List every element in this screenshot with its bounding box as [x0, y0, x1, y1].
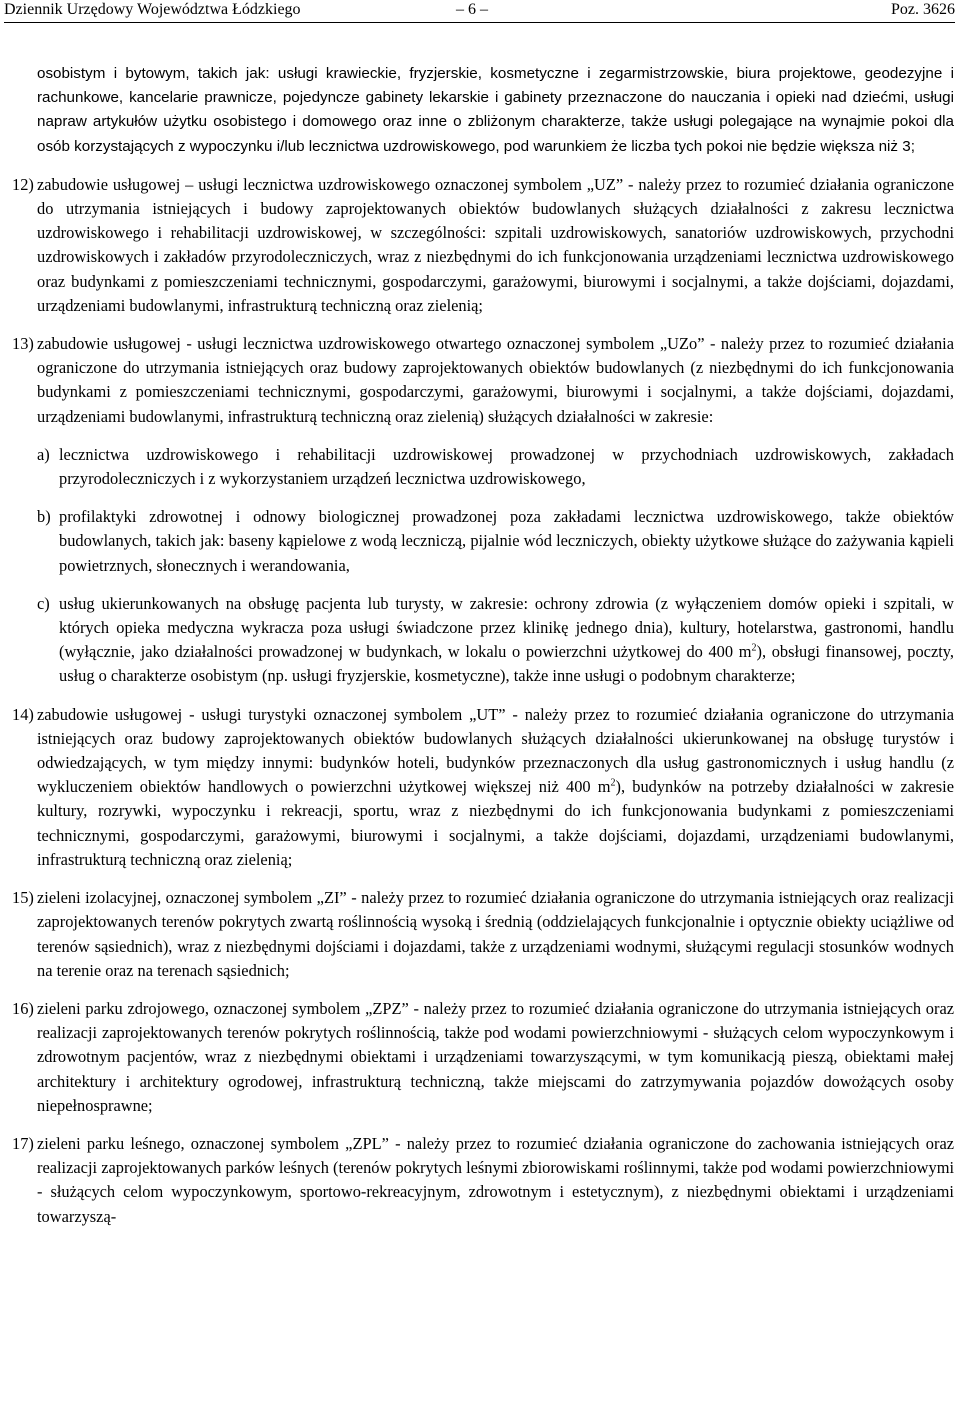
- item-text-after: ), budynków na potrzeby działalności w zakresie kultury, rozrywki, wypoczynku i rekreacji, sportu, wraz z niezbędnymi do ich funkcjonowania budynkami z pomieszczeniami technicznymi, gospodarczymi, garażowymi, biurowymi i socjalnymi, a także dojściami, dojazdami, urządzeniami budowlanymi, infrastrukturą techniczną oraz zielenią;: [37, 777, 955, 869]
- sub-item-text-after: ), obsługi finansowej, poczty, usług o charakterze osobistym (np. usługi fryzjerskie, kosmetyczne), także inne usługi o podobnym charakterze;: [59, 642, 954, 686]
- superscript: 2: [751, 642, 757, 654]
- item-number: 13): [12, 334, 34, 354]
- item-text-before: zabudowie usługowej - usługi turystyki oznaczonej symbolem „UT” - należy przez to rozumieć działania ograniczone do utrzymania istniejących oraz budowy zaprojektowanych obiektów budowlanych służących działalności ukierunkowanej na obsługę turystów i odwiedzających, w tym między innymi: budynków hoteli, budynków przeznaczonych dla usług gastronomicznych i usług handlu (z wykluczeniem obiektów handlowych o powierzchni użytkowej większej niż 400 m: [37, 704, 954, 797]
- superscript: 2: [610, 777, 616, 789]
- position-number: Poz. 3626: [891, 1, 955, 18]
- item-number: 15): [12, 888, 34, 908]
- item-number: 14): [12, 704, 34, 724]
- definition-item-12: [12, 173, 954, 318]
- item-number: 17): [12, 1133, 34, 1153]
- item-text: zieleni parku zdrojowego, oznaczonej symbolem „ZPZ” - należy przez to rozumieć działania ograniczone do utrzymania istniejących oraz realizacji zaprojektowanych terenów pokrytych roślinnością, także pod wodami powierzchniowymi - służących celom wypoczynkowym i zdrowotnym pacjentów, wraz z niezbędnymi obiektami i urządzeniami towarzyszącymi, w tym komunikacją pieszą, obiektami małej architektury i architektury ogrodowej, infrastrukturą techniczną, także miejscami do zatrzymywania pojazdów dowożących osoby niepełnosprawne;: [37, 998, 954, 1115]
- document-body: [12, 62, 955, 1243]
- item-text: zieleni parku leśnego, oznaczonej symbolem „ZPL” - należy przez to rozumieć działania ograniczone do zachowania istniejących oraz realizacji zaprojektowanych parków leśnych (terenów pokrytych leśnymi zbiorowiskami roślinnymi, także pod wodami powierzchniowymi - służących celom wypoczynkowym, sportowo-rekreacyjnym, zdrowotnym i estetycznym), z niezbędnymi obiektami i urządzeniami towarzyszą-: [37, 1133, 954, 1226]
- definition-item-16: [12, 997, 954, 1118]
- definition-item-15: [12, 886, 954, 983]
- sub-item-letter: c): [37, 593, 50, 613]
- item-number: 12): [12, 174, 34, 194]
- sub-item-c: [37, 592, 954, 689]
- item-text: zabudowie usługowej - usługi lecznictwa uzdrowiskowego otwartego oznaczonej symbolem „UZo” - należy przez to rozumieć działania ograniczone do utrzymania istniejących oraz budowy zaprojektowanych obiektów budowlanych (z niezbędnymi do ich funkcjonowania budynkami z pomieszczeniami technicznymi, gospodarczymi, garażowymi, biurowymi i socjalnymi, a także dojściami, dojazdami, urządzeniami budowlanymi, infrastrukturą techniczną oraz zielenią) służących działalności w zakresie:: [37, 334, 954, 426]
- intro-paragraph: osobistym i bytowym, takich jak: usługi krawieckie, fryzjerskie, kosmetyczne i zegarmistrzowskie, biura projektowe, geodezyjne i rachunkowe, kancelarie prawnicze, pojedyncze gabinety lekarskie i gabinety przeznaczone do nauczania i opieki nad dziećmi, usługi napraw artykułów użytku osobistego i domowego oraz inne o zbliżonym charakterze, także usługi polegające na wynajmie pokoi dla osób korzystających z wypoczynku i/lub lecznictwa uzdrowiskowego, pod warunkiem że liczba tych pokoi nie będzie większa niż 3;: [37, 65, 954, 155]
- sub-item-b: [37, 505, 954, 578]
- sub-item-letter: b): [37, 507, 51, 527]
- definition-item-13: [12, 332, 954, 429]
- item-text: zieleni izolacyjnej, oznaczonej symbolem „ZI” - należy przez to rozumieć działania ograniczone do utrzymania istniejących oraz realizacji zaprojektowanych terenów pokrytych zwartą roślinnością wysoką i średnią (oddzielających funkcjonalnie i optycznie obiekty uciążliwe od terenów sąsiednich), wraz z niezbędnymi dojściami i dojazdami, także z urządzeniami wodnymi, służącymi regulacji stosunków wodnych na terenie oraz na terenach sąsiednich;: [37, 888, 954, 980]
- definition-item-14: [12, 703, 955, 872]
- definition-item-17: [12, 1132, 954, 1229]
- page-header: [4, 0, 955, 23]
- sub-item-text: lecznictwa uzdrowiskowego i rehabilitacji uzdrowiskowej prowadzonej w przychodniach uzdrowiskowych, zakładach przyrodoleczniczych i z wykorzystaniem urządzeń lecznictwa uzdrowiskowego,: [59, 444, 954, 489]
- sub-item-a: [37, 443, 954, 491]
- page-number: – 6 –: [456, 1, 488, 18]
- sub-item-text: profilaktyki zdrowotnej i odnowy biologicznej prowadzonej poza zakładami lecznictwa uzdrowiskowego, także obiektów budowlanych, takich jak: baseny kąpielowe z wodą leczniczą, pijalnie wód leczniczych, obiekty użytkowe służące do zażywania kąpieli powietrznych, słonecznych i werandowania,: [59, 507, 954, 575]
- sub-item-text-before: usług ukierunkowanych na obsługę pacjenta lub turysty, w zakresie: ochrony zdrowia (z wyłączeniem domów opieki i szpitali, w których opieka medyczna wykracza poza usługi świadczone przez klinikę jednego dnia), kultury, hotelarstwa, gastronomi, handlu (wyłącznie, jako działalności prowadzonej w budynkach, w lokalu o powierzchni użytkowej do 400 m: [59, 593, 954, 662]
- journal-title: Dziennik Urzędowy Województwa Łódzkiego: [4, 1, 301, 18]
- item-number: 16): [12, 998, 34, 1018]
- item-text: zabudowie usługowej – usługi lecznictwa uzdrowiskowego oznaczonej symbolem „UZ” - należy przez to rozumieć działania ograniczone do utrzymania istniejących i budowy zaprojektowanych obiektów budowlanych służących działalności z zakresu lecznictwa uzdrowiskowego i rehabilitacji uzdrowiskowej, w szczególności: szpitali uzdrowiskowych, sanatoriów uzdrowiskowych, przychodni uzdrowiskowych i zakładów przyrodoleczniczych, wraz z niezbędnymi do ich funkcjonowania urządzeniami lecznictwa uzdrowiskowego oraz budynkami z pomieszczeniami technicznymi, gospodarczymi, garażowymi, biurowymi i socjalnymi, a także dojściami, dojazdami, urządzeniami budowlanymi, infrastrukturą techniczną oraz zielenią;: [37, 174, 954, 315]
- sub-item-letter: a): [37, 444, 50, 464]
